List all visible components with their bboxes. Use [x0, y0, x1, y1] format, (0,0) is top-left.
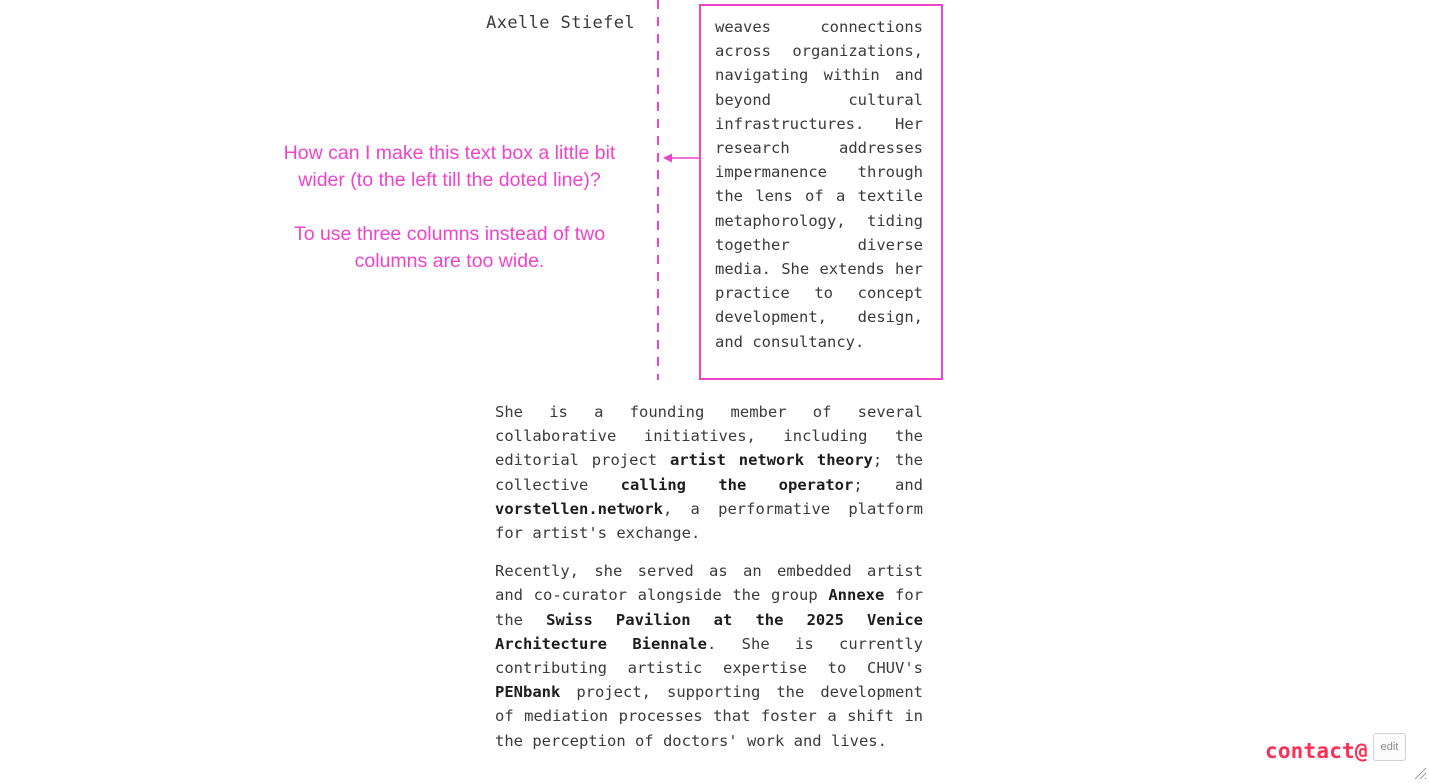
paragraph-1-text-1: She is a founding member of several collaborative initiatives, including the editorial project — [495, 403, 923, 470]
body-paragraph-2 — [495, 559, 923, 753]
selected-text-box[interactable] — [699, 4, 943, 380]
dotted-guide-line — [657, 0, 659, 380]
paragraph-2-bold-1: Annexe — [828, 586, 885, 605]
annotation-line-2: To use three columns instead of two columns are too wide. — [293, 223, 606, 272]
selected-text-box-content: weaves connections across organizations, navigating within and beyond cultural infrastructures. Her research addresses impermanence through the lens of a textile metaphorology, tiding together diverse media. She extends her practice to concept development, design, and consultancy. — [715, 18, 923, 351]
paragraph-1-bold-2: calling the operator — [620, 475, 854, 494]
paragraph-1-text-4: , a performative platform for artist's exchange. — [495, 499, 923, 543]
paragraph-2-bold-2: Swiss Pavilion at the 2025 Venice Architecture Biennale — [495, 610, 924, 653]
paragraph-2-text-2: for the — [495, 586, 923, 629]
contact-link[interactable]: contact@ — [1265, 739, 1368, 763]
paragraph-1-text-2: ; the collective — [495, 451, 923, 494]
body-text-column — [495, 400, 923, 753]
paragraph-2-bold-3: PENbank — [495, 683, 561, 702]
annotation-line-1: How can I make this text box a little bit wider (to the left till the doted line)? — [283, 142, 616, 191]
paragraph-1-bold-1: artist network theory — [669, 451, 873, 470]
paragraph-1-bold-3: vorstellen.network — [495, 499, 663, 518]
author-name-label: Axelle Stiefel — [486, 13, 635, 33]
edit-button[interactable]: edit — [1373, 733, 1406, 761]
resize-handle[interactable] — [1411, 764, 1427, 780]
paragraph-2-text-3: . She is currently contributing artistic expertise to CHUV's — [495, 634, 923, 678]
paragraph-2-text-4: project, supporting the development of mediation processes that foster a shift in the perception of doctors' work and lives. — [495, 683, 923, 750]
paragraph-1-text-3: ; and — [853, 475, 923, 494]
paragraph-2-text-1: Recently, she served as an embedded artist and co-curator alongside the group — [495, 562, 923, 605]
annotation-note — [282, 140, 617, 275]
body-paragraph-1 — [495, 400, 923, 545]
